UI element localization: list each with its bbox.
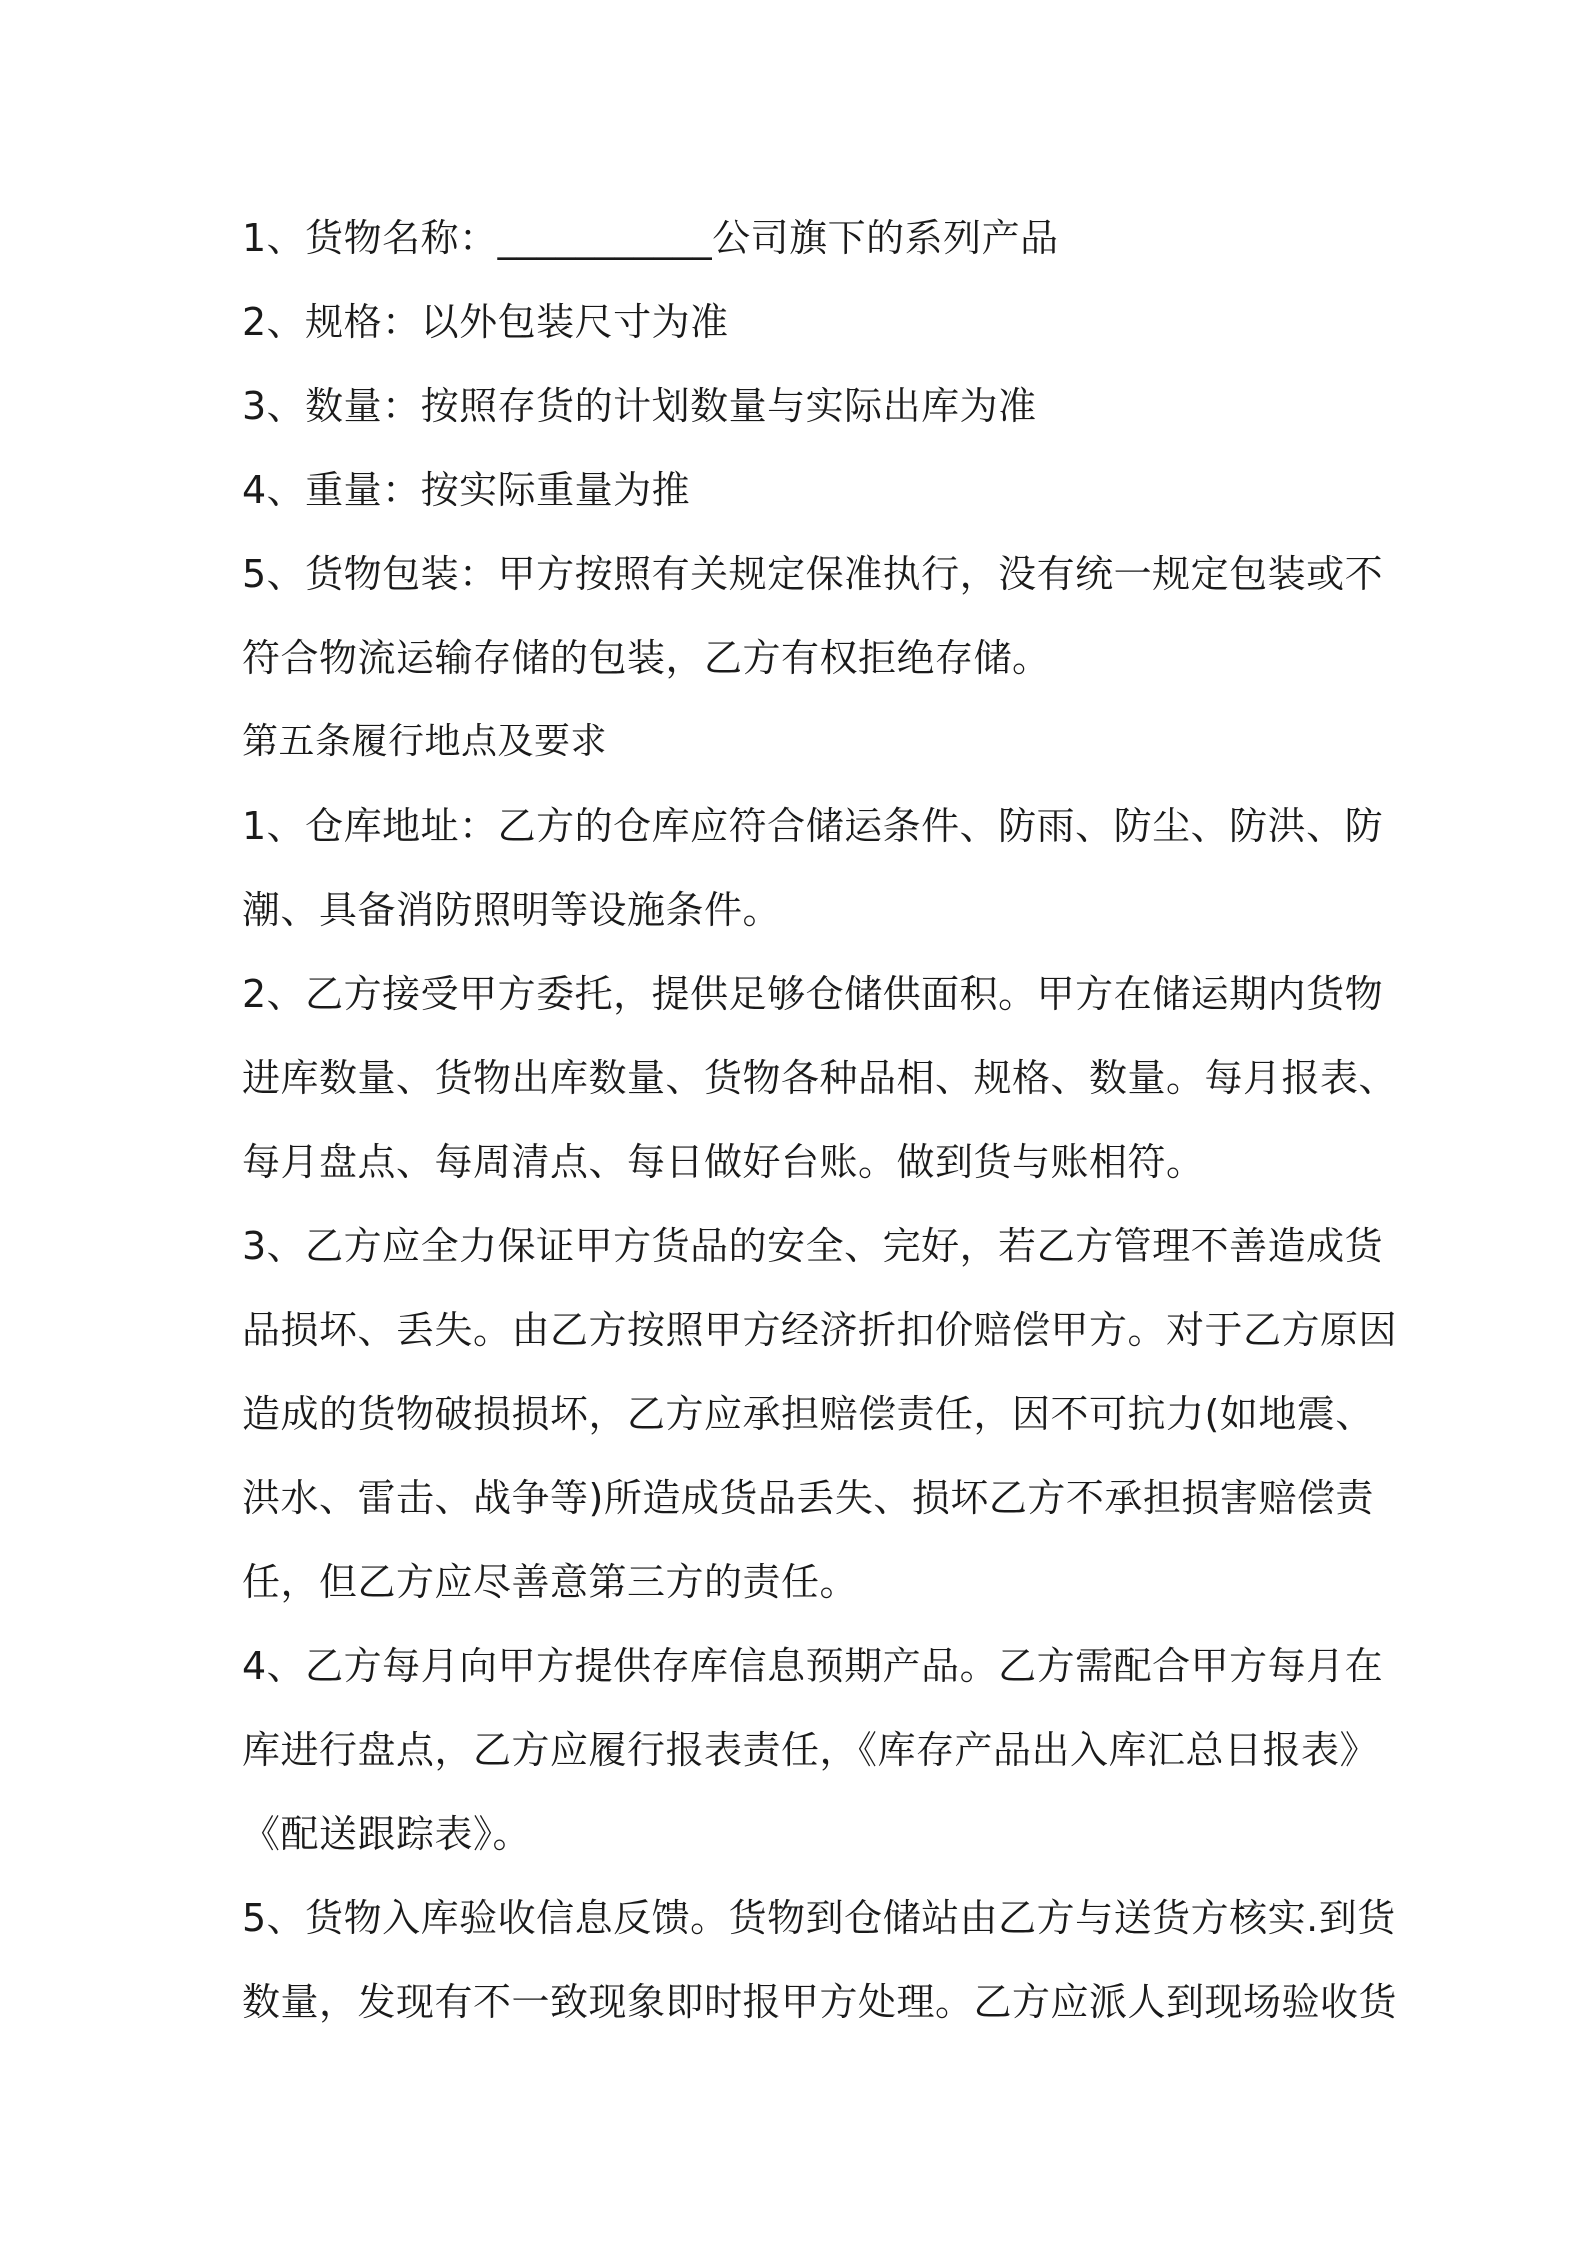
clause-reporting: 4、乙方每月向甲方提供存库信息预期产品。乙方需配合甲方每月在 (242, 1644, 1384, 1688)
clause-safety-cont-3: 洪水、雷击、战争等)所造成货品丢失、损坏乙方不承担损害赔偿责 (242, 1476, 1374, 1520)
document-body (242, 196, 1398, 2044)
clause-entrustment: 2、乙方接受甲方委托，提供足够仓储供面积。甲方在储运期内货物 (242, 972, 1384, 1016)
item-goods-name: 1、货物名称：___________公司旗下的系列产品 (242, 216, 1059, 260)
clause-reporting-cont-2: 《配送跟踪表》。 (242, 1812, 532, 1856)
clause-reporting-cont-1: 库进行盘点，乙方应履行报表责任，《库存产品出入库汇总日报表》 (242, 1728, 1379, 1772)
item-packaging-cont: 符合物流运输存储的包装，乙方有权拒绝存储。 (242, 636, 1051, 680)
clause-inspection-cont: 数量，发现有不一致现象即时报甲方处理。乙方应派人到现场验收货 (242, 1980, 1398, 2024)
item-specification: 2、规格：以外包装尺寸为准 (242, 300, 729, 344)
clause-warehouse-address-cont: 潮、具备消防照明等设施条件。 (242, 888, 782, 932)
clause-safety-cont-4: 任，但乙方应尽善意第三方的责任。 (242, 1560, 859, 1604)
item-quantity: 3、数量：按照存货的计划数量与实际出库为准 (242, 384, 1037, 428)
clause-safety: 3、乙方应全力保证甲方货品的安全、完好，若乙方管理不善造成货 (242, 1224, 1384, 1268)
item-packaging: 5、货物包装：甲方按照有关规定保准执行，没有统一规定包装或不 (242, 552, 1384, 596)
clause-safety-cont-1: 品损坏、丢失。由乙方按照甲方经济折扣价赔偿甲方。对于乙方原因 (242, 1308, 1398, 1352)
clause-entrustment-cont-2: 每月盘点、每周清点、每日做好台账。做到货与账相符。 (242, 1140, 1205, 1184)
clause-inspection: 5、货物入库验收信息反馈。货物到仓储站由乙方与送货方核实.到货 (242, 1896, 1396, 1940)
item-weight: 4、重量：按实际重量为推 (242, 468, 691, 512)
clause-entrustment-cont-1: 进库数量、货物出库数量、货物各种品相、规格、数量。每月报表、 (242, 1056, 1398, 1100)
section-heading: 第五条履行地点及要求 (242, 721, 608, 762)
clause-warehouse-address: 1、仓库地址：乙方的仓库应符合储运条件、防雨、防尘、防洪、防 (242, 804, 1384, 848)
clause-safety-cont-2: 造成的货物破损损坏，乙方应承担赔偿责任，因不可抗力(如地震、 (242, 1392, 1374, 1436)
